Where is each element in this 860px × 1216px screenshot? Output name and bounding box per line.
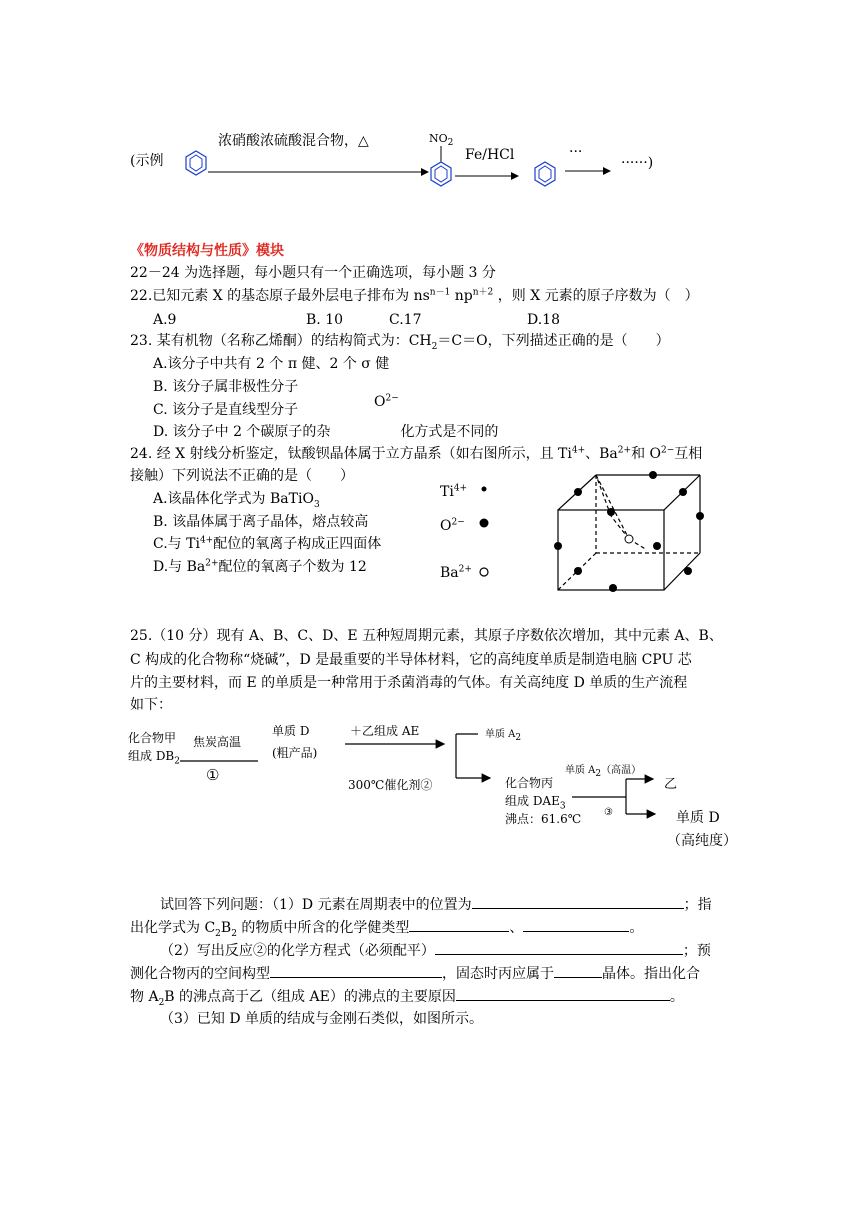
answer-blank[interactable] <box>472 896 684 909</box>
q25-part2-line1: （2）写出反应②的化学方程式（必须配平） ；预 <box>160 943 711 959</box>
flow-compound-bing-formula: 组成 $DAE_3$ <box>505 794 566 812</box>
q25-part3: （3）已知 D 单质的结成与金刚石类似，如图所示。 <box>160 1011 484 1027</box>
q25-paragraph-line2: C 构成的化合物称“烧碱”，D 是最重要的半导体材料，它的高纯度单质是制造电脑 CPU 芯 <box>130 652 692 668</box>
flow-compound-bing: 化合物丙 <box>505 776 554 790</box>
answer-blank[interactable] <box>554 965 602 978</box>
flow-step3-label: 单质 $A_2$（高温） <box>565 765 642 779</box>
question-22-stem: 22.已知元素 X 的基态原子最外层电子排布为 $ns^{n-1}$ $np^{n+2}$ ，则 X 元素的原子序数为（ ） <box>130 287 699 304</box>
scheme-suffix: ······) <box>621 155 654 171</box>
o2-ion-label: $O^{2-}$ <box>374 393 399 410</box>
answer-blank[interactable] <box>435 942 683 955</box>
flow-catalyst: 300℃催化剂② <box>348 778 433 792</box>
q24-option-a[interactable]: A.该晶体化学式为 BaTiO$_3$ <box>153 491 320 510</box>
flow-d-crude-note: (粗产品) <box>272 746 318 760</box>
flow-yi: 乙 <box>664 777 678 792</box>
q23-option-d[interactable]: D. 该分子中 2 个碳原子的杂 化方式是不同的 <box>153 424 499 440</box>
answer-blank[interactable] <box>456 988 670 1001</box>
question-24-stem-line1: 24. 经 X 射线分析鉴定，钛酸钡晶体属于立方晶系（如右图所示，且 $Ti^{4+}$、$Ba^{2+}$和 $O^{2-}$互相 <box>130 445 703 462</box>
benzene-ring-icon <box>186 151 206 175</box>
reagent-label-1: 浓硝酸浓硫酸混合物，△ <box>218 133 369 149</box>
flow-d-pure: 单质 D <box>676 810 720 826</box>
flow-step1-number: ① <box>206 766 220 784</box>
flow-plus-yi: ＋乙组成 AE <box>350 724 420 738</box>
answer-blank[interactable] <box>270 965 442 978</box>
flow-bing-boiling: 沸点：61.6℃ <box>505 812 582 826</box>
flow-compound-jia-formula: 组成 $DB_2$ <box>128 749 180 767</box>
q25-paragraph-line3: 片的主要材料，而 E 的单质是一种常用于杀菌消毒的气体。有关高纯度 D 单质的生产流程 <box>130 675 688 691</box>
question-23-stem: 23. 某有机物（名称乙烯酮）的结构简式为：$CH_2=C=O$，下列描述正确的是（ ） <box>130 333 670 352</box>
q25-part1-line2: 出化学式为 $C_2B_2$ 的物质中所含的化学健类型 、 。 <box>130 920 644 939</box>
answer-blank[interactable] <box>409 919 509 932</box>
flow-step1-label: 焦炭高温 <box>193 735 242 749</box>
q24-option-b[interactable]: B. 该晶体属于离子晶体，熔点较高 <box>153 514 369 530</box>
q25-part2-line2: 测化合物丙的空间构型 ，固态时丙应属于 晶体。指出化合 <box>130 966 700 982</box>
ellipsis-above: ··· <box>569 144 583 160</box>
flow-step3-number: ③ <box>604 807 613 818</box>
q25-paragraph-line1: 25.（10 分）现有 A、B、C、D、E 五种短周期元素，其原子序数依次增加，其中元素 A、B、 <box>130 628 723 644</box>
ti-legend-dot-icon <box>482 487 487 492</box>
q24-option-c[interactable]: C.与 $Ti^{4+}$配位的氧离子构成正四面体 <box>153 535 382 552</box>
q25-part2-line3: 物 $A_2B$ 的沸点高于乙（组成 AE）的沸点的主要原因 。 <box>130 989 684 1008</box>
legend-ti: $Ti^{4+}$ <box>440 483 468 500</box>
q23-option-a[interactable]: A.该分子中共有 2 个 π 健、2 个 σ 健 <box>153 356 390 372</box>
flow-d-pure-note: （高纯度） <box>667 833 737 849</box>
flow-d-crude: 单质 D <box>272 724 310 738</box>
legend-o: $O^{2-}$ <box>440 517 465 534</box>
flow-compound-jia: 化合物甲 <box>128 731 177 745</box>
q24-option-d[interactable]: D.与 $Ba^{2+}$配位的氧离子个数为 12 <box>153 558 367 575</box>
section-intro: 22－24 为选择题，每小题只有一个正确选项，每小题 3 分 <box>130 265 496 281</box>
module-title: 《物质结构与性质》模块 <box>130 243 284 259</box>
o-legend-dot-icon <box>480 519 489 528</box>
scheme-prefix: (示例 <box>130 153 164 169</box>
legend-ba: $Ba^{2+}$ <box>440 564 472 581</box>
reagent-label-2: Fe/HCl <box>465 147 515 163</box>
nitrobenzene-ring-icon <box>431 146 451 186</box>
flow-a2: 单质 $A_2$ <box>485 729 522 743</box>
q22-option-a[interactable]: A.9 <box>153 312 177 328</box>
aniline-ring-icon <box>535 162 555 186</box>
ba-legend-circle-icon <box>480 568 488 576</box>
q25-part1-line1: 试回答下列问题：（1）D 元素在周期表中的位置为 ；指 <box>160 897 712 913</box>
q23-option-c[interactable]: C. 该分子是直线型分子 <box>153 402 299 418</box>
q22-option-d[interactable]: D.18 <box>527 312 560 328</box>
question-24-stem-line2: 接触）下列说法不正确的是（ ） <box>130 468 354 484</box>
answer-blank[interactable] <box>523 919 629 932</box>
q23-option-b[interactable]: B. 该分子属非极性分子 <box>153 379 299 395</box>
q22-option-c[interactable]: C.17 <box>389 312 422 328</box>
no2-label: $NO_2$ <box>429 132 454 149</box>
crystal-atoms <box>554 471 704 592</box>
q25-paragraph-line4: 如下： <box>130 697 172 713</box>
q22-option-b[interactable]: B. 10 <box>306 312 344 328</box>
